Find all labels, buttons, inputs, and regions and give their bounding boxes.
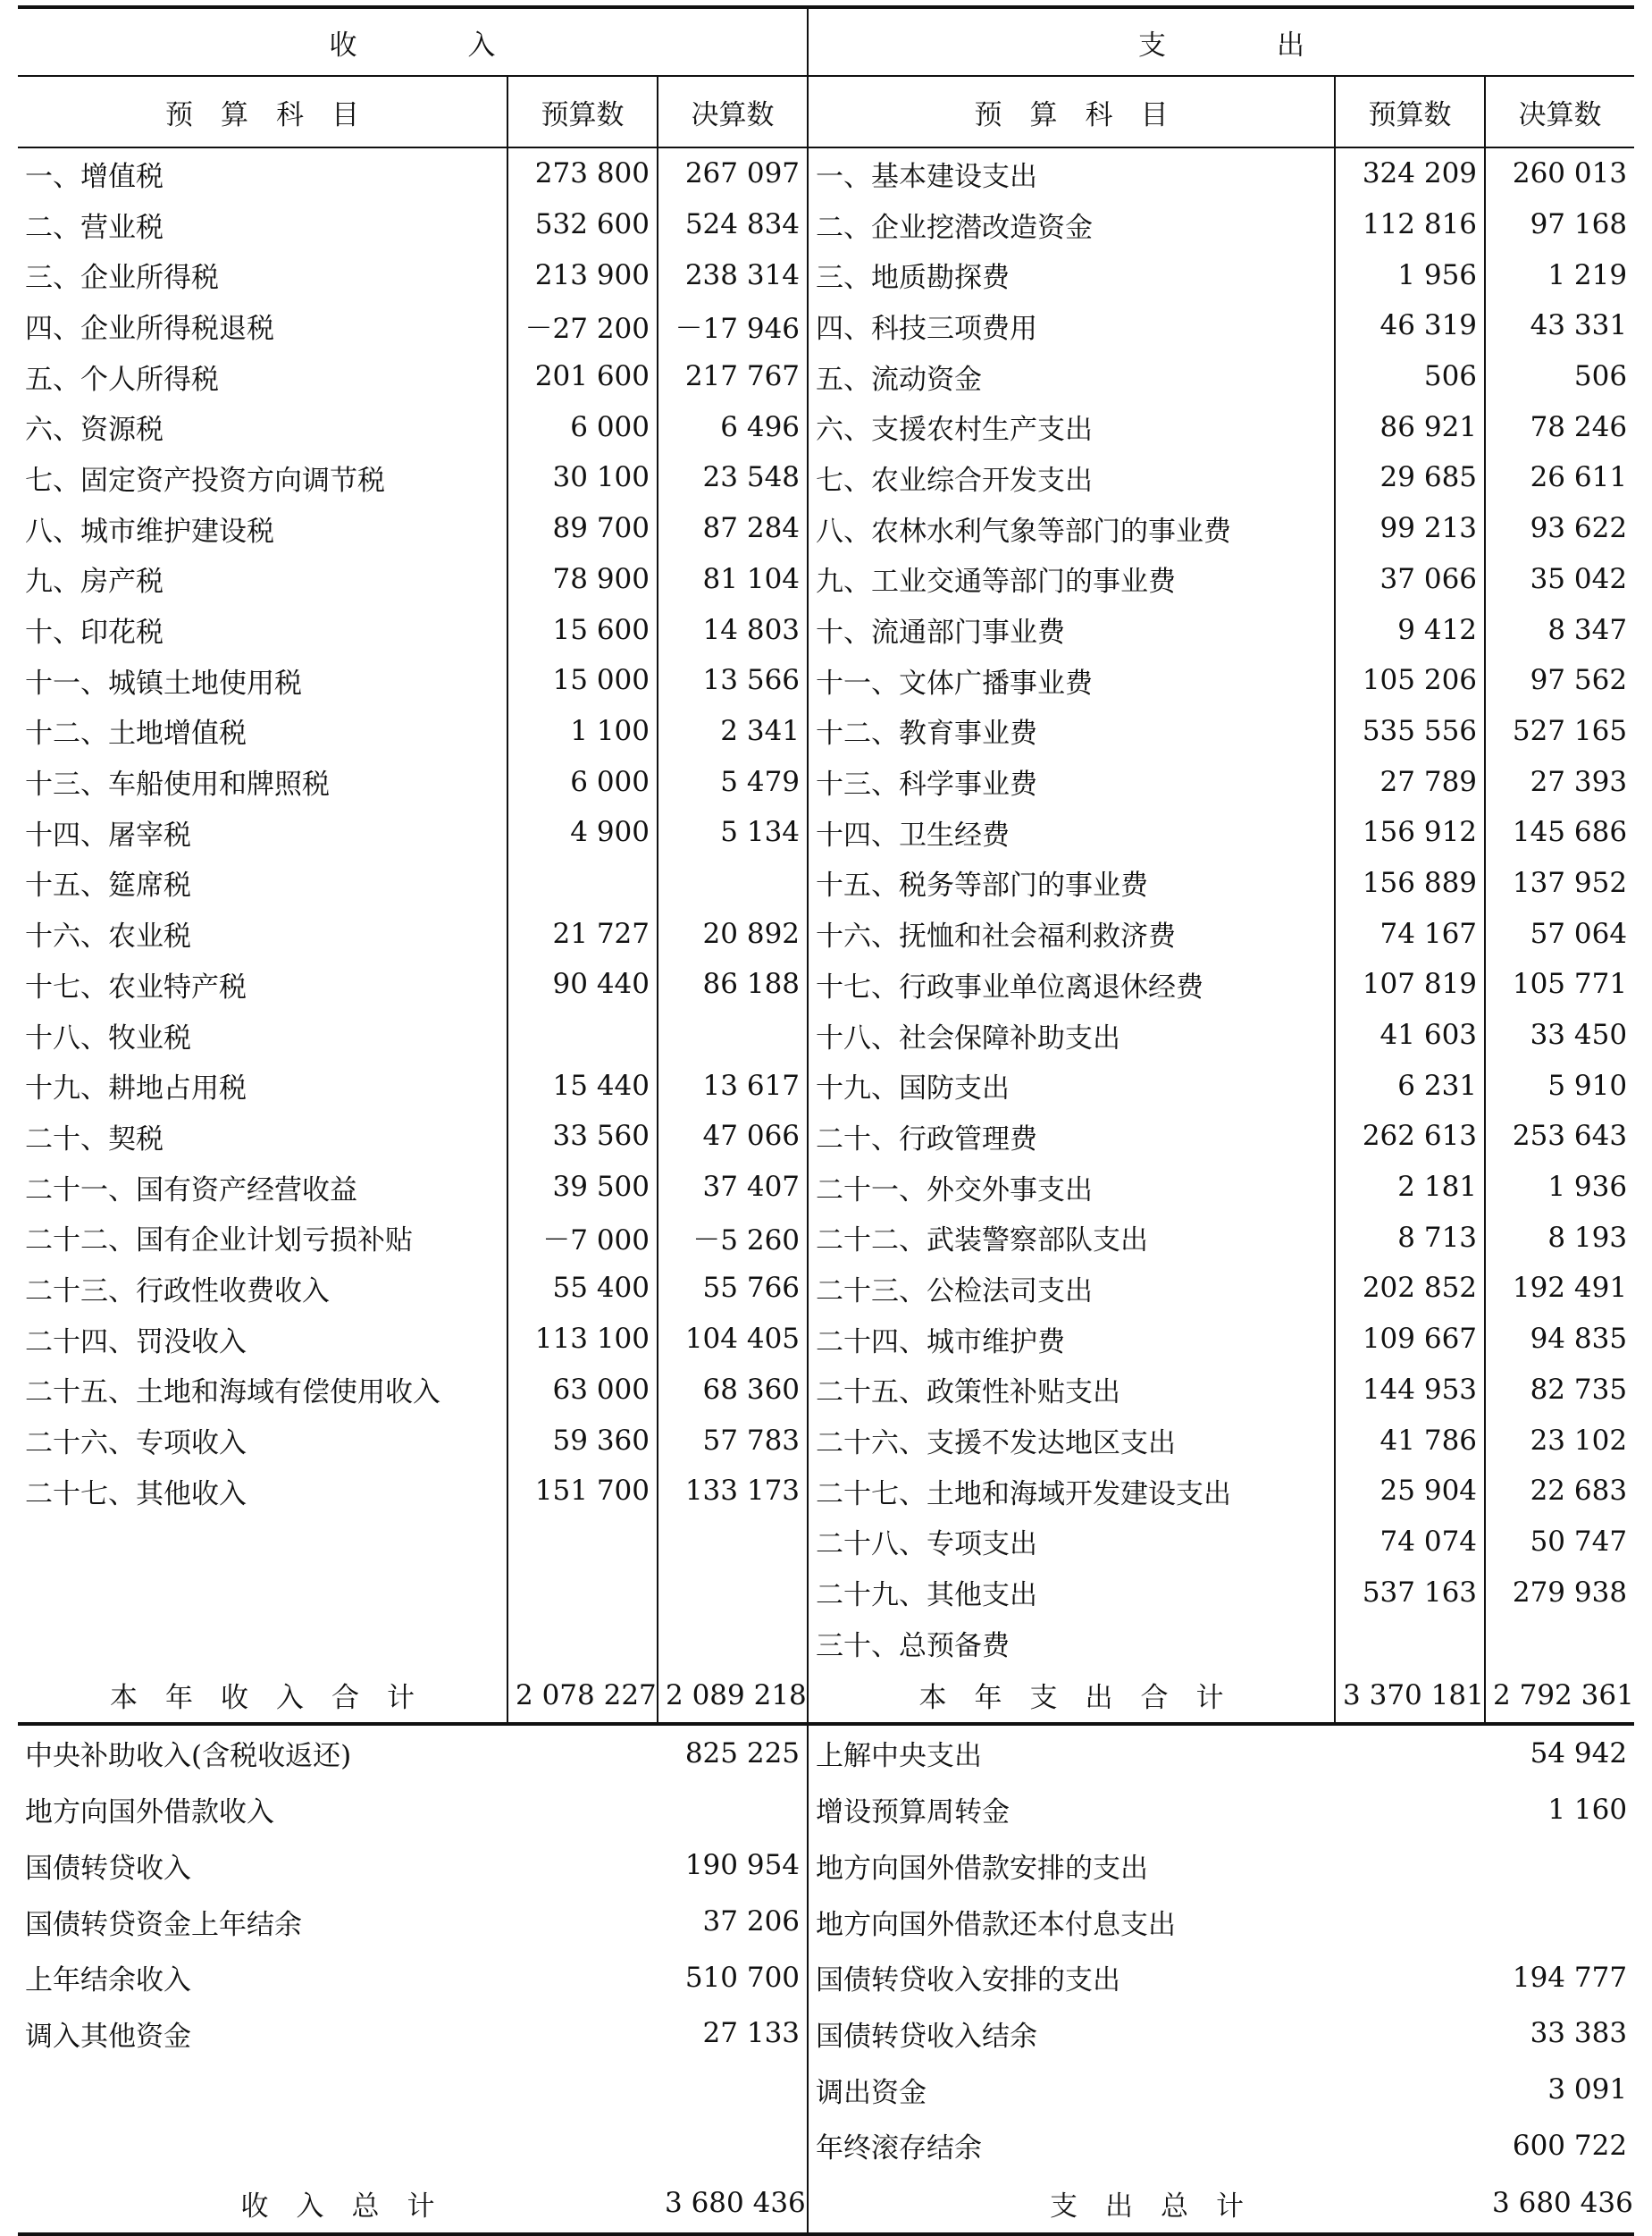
income-final-value: 23 548 xyxy=(658,452,808,503)
table-row xyxy=(18,1212,1634,1263)
table-row xyxy=(18,1010,1634,1061)
table-row xyxy=(18,351,1634,402)
expense-budget-value: 27 789 xyxy=(1335,756,1485,807)
table-row xyxy=(18,503,1634,554)
table-row xyxy=(18,604,1634,655)
expense-budget-value: 107 819 xyxy=(1335,959,1485,1010)
income-final-value: 13 566 xyxy=(658,655,808,706)
expense-budget-value: 1 956 xyxy=(1335,249,1485,300)
section-header-row xyxy=(18,7,1634,76)
table-row xyxy=(18,908,1634,959)
expense-transfer-item: 上解中央支出 xyxy=(808,1724,1485,1782)
table-row xyxy=(18,1111,1634,1162)
income-final-value: 68 360 xyxy=(658,1365,808,1416)
income-budget-value: 213 900 xyxy=(507,249,658,300)
expense-final-value: 33 450 xyxy=(1485,1010,1634,1061)
transfer-row xyxy=(18,1781,1634,1837)
expense-final-value: 1 219 xyxy=(1485,249,1634,300)
income-grand-total-label: 收 入 总 计 xyxy=(18,2173,658,2234)
year-total-row xyxy=(18,1669,1634,1724)
income-transfer-item: 国债转贷资金上年结余 xyxy=(25,1908,302,1941)
expense-final-value: 8 193 xyxy=(1485,1212,1634,1263)
income-final-value: 2 341 xyxy=(658,706,808,757)
income-budget-value: 63 000 xyxy=(507,1365,658,1416)
income-final-value xyxy=(658,1567,808,1618)
income-final-value xyxy=(658,1010,808,1061)
expense-budget-value: 41 786 xyxy=(1335,1415,1485,1466)
income-final-value: 217 767 xyxy=(658,351,808,402)
table-row xyxy=(18,1314,1634,1365)
expense-budget-value: 156 889 xyxy=(1335,858,1485,909)
expense-budget-value: 86 921 xyxy=(1335,401,1485,452)
expense-budget-value xyxy=(1335,1618,1485,1669)
expense-item: 十一、文体广播事业费 xyxy=(808,655,1335,706)
income-item: 十、印花税 xyxy=(25,617,164,650)
transfer-row xyxy=(18,1949,1634,2005)
income-item: 十三、车船使用和牌照税 xyxy=(25,769,330,802)
expense-budget-value: 156 912 xyxy=(1335,807,1485,858)
expense-budget-value: 324 209 xyxy=(1335,147,1485,199)
transfer-row xyxy=(18,1837,1634,1894)
income-item: 十六、农业税 xyxy=(25,920,191,954)
income-budget-value: 15 440 xyxy=(507,1060,658,1111)
expense-grand-total-value: 3 680 436 xyxy=(1485,2173,1634,2234)
expense-item-header: 预 算 科 目 xyxy=(808,76,1335,147)
expense-budget-value: 506 xyxy=(1335,351,1485,402)
table-row xyxy=(18,147,1634,199)
expense-budget-value: 25 904 xyxy=(1335,1466,1485,1517)
income-item: 十八、牧业税 xyxy=(25,1021,191,1055)
income-year-total-label: 本 年 收 入 合 计 xyxy=(18,1669,507,1724)
income-budget-value xyxy=(507,1010,658,1061)
expense-item: 五、流动资金 xyxy=(808,351,1335,402)
table-row xyxy=(18,554,1634,605)
table-row xyxy=(18,300,1634,351)
expense-final-value: 82 735 xyxy=(1485,1365,1634,1416)
expense-budget-value: 41 603 xyxy=(1335,1010,1485,1061)
expense-budget-value: 8 713 xyxy=(1335,1212,1485,1263)
expense-final-value: 27 393 xyxy=(1485,756,1634,807)
expense-item: 十二、教育事业费 xyxy=(808,706,1335,757)
expense-final-value: 94 835 xyxy=(1485,1314,1634,1365)
income-final-value: 81 104 xyxy=(658,554,808,605)
expense-item: 一、基本建设支出 xyxy=(808,147,1335,199)
expense-transfer-value: 194 777 xyxy=(1512,1961,1628,1994)
expense-grand-total-label: 支 出 总 计 xyxy=(808,2173,1485,2234)
expense-final-value: 97 562 xyxy=(1485,655,1634,706)
table-row xyxy=(18,756,1634,807)
expense-transfer-item: 地方向国外借款安排的支出 xyxy=(808,1837,1485,1894)
table-row xyxy=(18,249,1634,300)
income-budget-value: 273 800 xyxy=(507,147,658,199)
expense-final-value: 22 683 xyxy=(1485,1466,1634,1517)
income-item xyxy=(18,1517,507,1568)
expense-final-value: 26 611 xyxy=(1485,452,1634,503)
expense-budget-value: 2 181 xyxy=(1335,1162,1485,1213)
expense-final-value: 145 686 xyxy=(1485,807,1634,858)
expense-item: 七、农业综合开发支出 xyxy=(808,452,1335,503)
income-year-total-budget: 2 078 227 xyxy=(507,1669,658,1724)
expense-budget-value: 262 613 xyxy=(1335,1111,1485,1162)
expense-budget-value: 6 231 xyxy=(1335,1060,1485,1111)
income-final-value: 5 134 xyxy=(658,807,808,858)
transfer-row xyxy=(18,2117,1634,2173)
income-item: 九、房产税 xyxy=(25,566,164,599)
income-transfer-value: 27 133 xyxy=(702,2017,801,2050)
income-item: 二十三、行政性收费收入 xyxy=(25,1274,330,1307)
expense-final-value: 57 064 xyxy=(1485,908,1634,959)
expense-budget-value: 29 685 xyxy=(1335,452,1485,503)
income-transfer-value xyxy=(658,1781,808,1837)
expense-item: 二十四、城市维护费 xyxy=(808,1314,1335,1365)
income-item xyxy=(18,1618,507,1669)
budget-table xyxy=(18,5,1634,2236)
table-row xyxy=(18,401,1634,452)
income-final-value: －17 946 xyxy=(658,300,808,351)
income-transfer-value: 190 954 xyxy=(684,1849,801,1882)
expense-budget-value: 537 163 xyxy=(1335,1567,1485,1618)
expense-final-value: 97 168 xyxy=(1485,199,1634,250)
income-final-value: 86 188 xyxy=(658,959,808,1010)
income-transfer-value xyxy=(658,2117,808,2173)
table-row xyxy=(18,1263,1634,1314)
expense-final-value: 527 165 xyxy=(1485,706,1634,757)
table-row xyxy=(18,1415,1634,1466)
expense-item: 十九、国防支出 xyxy=(808,1060,1335,1111)
expense-item: 十四、卫生经费 xyxy=(808,807,1335,858)
income-budget-value xyxy=(507,1517,658,1568)
income-budget-value: －7 000 xyxy=(507,1212,658,1263)
expense-final-value: 50 747 xyxy=(1485,1517,1634,1568)
expense-budget-value: 535 556 xyxy=(1335,706,1485,757)
column-header-row xyxy=(18,76,1634,147)
expense-item: 三、地质勘探费 xyxy=(808,249,1335,300)
expense-transfer-item: 地方向国外借款还本付息支出 xyxy=(808,1894,1485,1950)
income-transfer-item xyxy=(18,2117,658,2173)
income-grand-total-value: 3 680 436 xyxy=(658,2173,808,2234)
income-item: 二十四、罚没收入 xyxy=(25,1325,247,1358)
expense-item: 二十五、政策性补贴支出 xyxy=(808,1365,1335,1416)
income-final-value: 104 405 xyxy=(658,1314,808,1365)
income-budget-value: 90 440 xyxy=(507,959,658,1010)
expense-item: 六、支援农村生产支出 xyxy=(808,401,1335,452)
expense-final-value: 279 938 xyxy=(1485,1567,1634,1618)
expense-item: 二十六、支援不发达地区支出 xyxy=(808,1415,1335,1466)
expense-final-value: 506 xyxy=(1485,351,1634,402)
table-row xyxy=(18,199,1634,250)
income-item: 十一、城镇土地使用税 xyxy=(25,667,302,700)
transfer-row xyxy=(18,1894,1634,1950)
expense-final-value: 253 643 xyxy=(1485,1111,1634,1162)
income-transfer-item: 中央补助收入(含税收返还) xyxy=(25,1740,352,1773)
table-row xyxy=(18,452,1634,503)
expense-item: 三十、总预备费 xyxy=(808,1618,1335,1669)
income-transfer-item: 上年结余收入 xyxy=(25,1964,191,1997)
expense-budget-value: 144 953 xyxy=(1335,1365,1485,1416)
table-row xyxy=(18,1365,1634,1416)
expense-transfer-item: 年终滚存结余 xyxy=(808,2117,1485,2173)
expense-item: 十八、社会保障补助支出 xyxy=(808,1010,1335,1061)
expense-budget-value: 202 852 xyxy=(1335,1263,1485,1314)
table-row xyxy=(18,959,1634,1010)
table-row xyxy=(18,858,1634,909)
expense-item: 十三、科学事业费 xyxy=(808,756,1335,807)
transfer-row xyxy=(18,1724,1634,1782)
expense-budget-value: 105 206 xyxy=(1335,655,1485,706)
expense-item: 九、工业交通等部门的事业费 xyxy=(808,554,1335,605)
income-item: 二、营业税 xyxy=(25,211,164,244)
expense-year-total-budget: 3 370 181 xyxy=(1335,1669,1485,1724)
income-budget-header: 预算数 xyxy=(507,76,658,147)
income-final-value: 47 066 xyxy=(658,1111,808,1162)
table-row xyxy=(18,1060,1634,1111)
expense-budget-value: 109 667 xyxy=(1335,1314,1485,1365)
table-row xyxy=(18,1567,1634,1618)
income-item: 二十六、专项收入 xyxy=(25,1427,247,1460)
expense-item: 二十七、土地和海域开发建设支出 xyxy=(808,1466,1335,1517)
income-year-total-final: 2 089 218 xyxy=(658,1669,808,1724)
table-row xyxy=(18,1517,1634,1568)
income-budget-value: 4 900 xyxy=(507,807,658,858)
expense-budget-value: 112 816 xyxy=(1335,199,1485,250)
expense-final-value: 105 771 xyxy=(1485,959,1634,1010)
income-item: 二十五、土地和海域有偿使用收入 xyxy=(25,1376,440,1409)
income-budget-value: 113 100 xyxy=(507,1314,658,1365)
expense-transfer-value: 1 160 xyxy=(1547,1793,1628,1826)
income-budget-value: 55 400 xyxy=(507,1263,658,1314)
income-item: 四、企业所得税退税 xyxy=(25,312,274,345)
expense-final-value: 43 331 xyxy=(1485,300,1634,351)
income-budget-value: 1 100 xyxy=(507,706,658,757)
expense-budget-header: 预算数 xyxy=(1335,76,1485,147)
income-final-value: 13 617 xyxy=(658,1060,808,1111)
income-budget-value: 15 000 xyxy=(507,655,658,706)
income-final-value: 133 173 xyxy=(658,1466,808,1517)
income-final-value: 20 892 xyxy=(658,908,808,959)
income-budget-value: 89 700 xyxy=(507,503,658,554)
expense-year-total-final: 2 792 361 xyxy=(1485,1669,1634,1724)
expense-item: 十六、抚恤和社会福利救济费 xyxy=(808,908,1335,959)
expense-item: 四、科技三项费用 xyxy=(808,300,1335,351)
income-final-value: 14 803 xyxy=(658,604,808,655)
expense-final-value: 93 622 xyxy=(1485,503,1634,554)
expense-item: 十五、税务等部门的事业费 xyxy=(808,858,1335,909)
expense-transfer-value xyxy=(1485,1894,1634,1950)
income-final-value: 55 766 xyxy=(658,1263,808,1314)
income-item: 五、个人所得税 xyxy=(25,363,219,396)
expense-transfer-value: 54 942 xyxy=(1530,1736,1628,1769)
income-budget-value xyxy=(507,1618,658,1669)
income-budget-value: 6 000 xyxy=(507,401,658,452)
expense-item: 二十、行政管理费 xyxy=(808,1111,1335,1162)
income-final-value: 267 097 xyxy=(658,147,808,199)
income-budget-value: 21 727 xyxy=(507,908,658,959)
income-budget-value: 151 700 xyxy=(507,1466,658,1517)
expense-item: 二十一、外交外事支出 xyxy=(808,1162,1335,1213)
income-final-header: 决算数 xyxy=(658,76,808,147)
income-final-value: 238 314 xyxy=(658,249,808,300)
expense-final-value: 23 102 xyxy=(1485,1415,1634,1466)
income-budget-value: 78 900 xyxy=(507,554,658,605)
expense-item: 八、农林水利气象等部门的事业费 xyxy=(808,503,1335,554)
expense-item: 二、企业挖潜改造资金 xyxy=(808,199,1335,250)
income-transfer-value xyxy=(658,2062,808,2118)
income-item: 十五、筵席税 xyxy=(25,870,191,903)
income-final-value: 57 783 xyxy=(658,1415,808,1466)
expense-transfer-item: 增设预算周转金 xyxy=(808,1781,1485,1837)
income-transfer-item: 国债转贷收入 xyxy=(25,1852,191,1885)
income-budget-value: 59 360 xyxy=(507,1415,658,1466)
income-final-value: 6 496 xyxy=(658,401,808,452)
table-row xyxy=(18,1162,1634,1213)
income-budget-value xyxy=(507,1567,658,1618)
income-transfer-item: 调入其他资金 xyxy=(25,2020,191,2053)
expense-budget-value: 9 412 xyxy=(1335,604,1485,655)
income-transfer-value: 825 225 xyxy=(684,1736,801,1769)
expense-item: 二十三、公检法司支出 xyxy=(808,1263,1335,1314)
income-budget-value: 39 500 xyxy=(507,1162,658,1213)
income-section-header: 收 入 xyxy=(18,7,808,76)
expense-final-value: 1 936 xyxy=(1485,1162,1634,1213)
income-item: 二十二、国有企业计划亏损补贴 xyxy=(25,1224,413,1257)
expense-transfer-value: 600 722 xyxy=(1512,2129,1628,2162)
expense-budget-value: 74 074 xyxy=(1335,1517,1485,1568)
expense-year-total-label: 本 年 支 出 合 计 xyxy=(808,1669,1335,1724)
expense-budget-value: 46 319 xyxy=(1335,300,1485,351)
income-item: 二十七、其他收入 xyxy=(25,1477,247,1510)
expense-transfer-value: 3 091 xyxy=(1547,2073,1628,2106)
grand-total-row xyxy=(18,2173,1634,2234)
income-budget-value: －27 200 xyxy=(507,300,658,351)
expense-transfer-value xyxy=(1485,1837,1634,1894)
income-final-value: －5 260 xyxy=(658,1212,808,1263)
income-item xyxy=(18,1567,507,1618)
expense-final-header: 决算数 xyxy=(1485,76,1634,147)
expense-item: 二十二、武装警察部队支出 xyxy=(808,1212,1335,1263)
income-item: 十四、屠宰税 xyxy=(25,819,191,852)
table-row xyxy=(18,1618,1634,1669)
income-item: 八、城市维护建设税 xyxy=(25,515,274,548)
expense-section-header: 支 出 xyxy=(808,7,1634,76)
income-item: 十二、土地增值税 xyxy=(25,718,247,751)
expense-transfer-item: 国债转贷收入安排的支出 xyxy=(808,1949,1485,2005)
income-item: 二十、契税 xyxy=(25,1122,164,1156)
expense-final-value: 137 952 xyxy=(1485,858,1634,909)
income-budget-value: 15 600 xyxy=(507,604,658,655)
income-budget-value: 201 600 xyxy=(507,351,658,402)
income-final-value: 87 284 xyxy=(658,503,808,554)
expense-transfer-value: 33 383 xyxy=(1530,2017,1628,2050)
table-row xyxy=(18,807,1634,858)
income-item: 三、企业所得税 xyxy=(25,262,219,295)
transfer-row xyxy=(18,2062,1634,2118)
expense-final-value: 260 013 xyxy=(1485,147,1634,199)
income-item: 二十一、国有资产经营收益 xyxy=(25,1173,357,1206)
expense-final-value: 78 246 xyxy=(1485,401,1634,452)
income-transfer-item xyxy=(18,2062,658,2118)
income-transfer-value: 37 206 xyxy=(702,1905,801,1938)
income-budget-value: 30 100 xyxy=(507,452,658,503)
expense-final-value: 35 042 xyxy=(1485,554,1634,605)
income-budget-value: 532 600 xyxy=(507,199,658,250)
income-final-value: 5 479 xyxy=(658,756,808,807)
table-row xyxy=(18,655,1634,706)
expense-item: 二十八、专项支出 xyxy=(808,1517,1335,1568)
income-item: 六、资源税 xyxy=(25,414,164,447)
income-budget-value xyxy=(507,858,658,909)
expense-final-value xyxy=(1485,1618,1634,1669)
expense-item: 二十九、其他支出 xyxy=(808,1567,1335,1618)
income-final-value xyxy=(658,1517,808,1568)
table-row xyxy=(18,1466,1634,1517)
expense-budget-value: 99 213 xyxy=(1335,503,1485,554)
expense-transfer-item: 调出资金 xyxy=(808,2062,1485,2118)
expense-transfer-item: 国债转贷收入结余 xyxy=(808,2005,1485,2062)
income-transfer-item: 地方向国外借款收入 xyxy=(25,1796,274,1829)
income-transfer-value: 510 700 xyxy=(684,1961,801,1994)
expense-budget-value: 37 066 xyxy=(1335,554,1485,605)
expense-item: 十七、行政事业单位离退休经费 xyxy=(808,959,1335,1010)
expense-budget-value: 74 167 xyxy=(1335,908,1485,959)
expense-final-value: 8 347 xyxy=(1485,604,1634,655)
income-final-value xyxy=(658,1618,808,1669)
expense-final-value: 192 491 xyxy=(1485,1263,1634,1314)
income-item: 一、增值税 xyxy=(25,160,164,193)
income-budget-value: 6 000 xyxy=(507,756,658,807)
table-row xyxy=(18,706,1634,757)
income-budget-value: 33 560 xyxy=(507,1111,658,1162)
income-item-header: 预 算 科 目 xyxy=(18,76,507,147)
expense-item: 十、流通部门事业费 xyxy=(808,604,1335,655)
income-item: 十九、耕地占用税 xyxy=(25,1072,247,1105)
income-final-value xyxy=(658,858,808,909)
income-final-value: 524 834 xyxy=(658,199,808,250)
income-item: 十七、农业特产税 xyxy=(25,971,247,1004)
expense-final-value: 5 910 xyxy=(1485,1060,1634,1111)
transfer-row xyxy=(18,2005,1634,2062)
income-item: 七、固定资产投资方向调节税 xyxy=(25,464,385,497)
income-final-value: 37 407 xyxy=(658,1162,808,1213)
